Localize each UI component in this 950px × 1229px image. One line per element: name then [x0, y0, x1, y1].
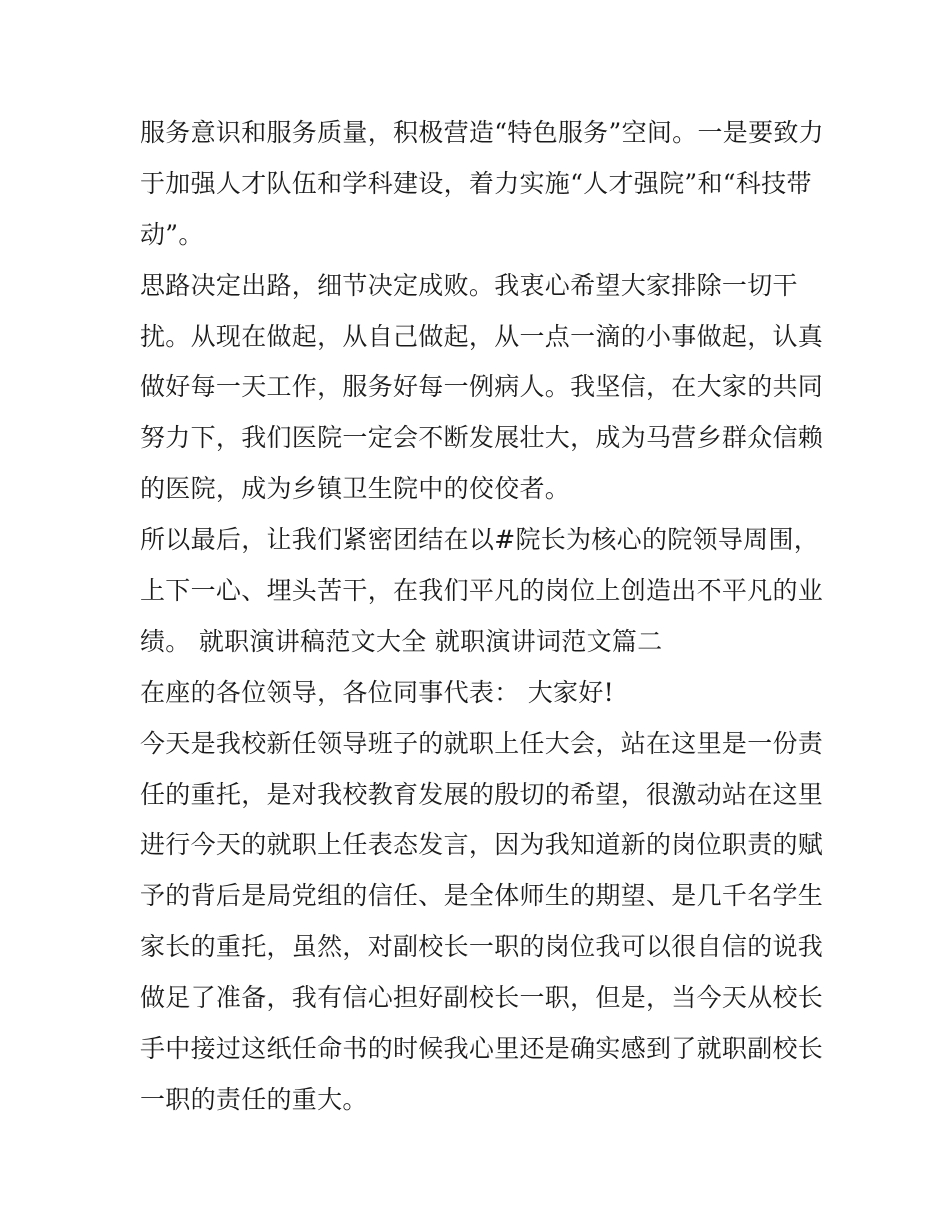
greeting-line: 在座的各位领导，各位同事代表： 大家好! [140, 677, 614, 707]
body-text [140, 108, 824, 1126]
text-line: 家长的重托，虽然，对副校长一职的岗位我可以很自信的说我 [140, 932, 824, 962]
text-line: 一职的责任的重大。 [140, 1084, 368, 1114]
text-line: 服务意识和服务质量，积极营造“特色服务”空间。一是要致力 [140, 118, 824, 147]
section-heading-line: 绩。 就职演讲稿范文大全 就职演讲词范文篇二 [140, 626, 663, 656]
text-line: 努力下，我们医院一定会不断发展壮大，成为马营乡群众信赖 [140, 423, 824, 453]
text-line: 做足了准备，我有信心担好副校长一职，但是，当今天从校长 [140, 983, 824, 1013]
text-line: 手中接过这纸任命书的时候我心里还是确实感到了就职副校长 [140, 1034, 824, 1064]
text-line: 于加强人才队伍和学科建设，着力实施“人才强院”和“科技带 [140, 168, 812, 198]
text-line: 今天是我校新任领导班子的就职上任大会，站在这里是一份责 [140, 728, 824, 758]
text-line: 动”。 [140, 219, 204, 249]
text-line: 任的重托，是对我校教育发展的殷切的希望，很激动站在这里 [140, 779, 824, 809]
text-line: 所以最后，让我们紧密团结在以#院长为核心的院领导周围， [140, 525, 820, 555]
text-line: 的医院，成为乡镇卫生院中的佼佼者。 [140, 474, 571, 504]
text-line: 进行今天的就职上任表态发言，因为我知道新的岗位职责的赋 [140, 830, 824, 860]
text-line: 扰。从现在做起，从自己做起，从一点一滴的小事做起，认真 [140, 321, 824, 351]
text-line: 思路决定出路，细节决定成败。我衷心希望大家排除一切干 [140, 270, 798, 300]
text-line: 做好每一天工作，服务好每一例病人。我坚信，在大家的共同 [140, 372, 824, 402]
text-line: 上下一心、埋头苦干，在我们平凡的岗位上创造出不平凡的业 [140, 576, 824, 606]
text-line: 予的背后是局党组的信任、是全体师生的期望、是几千名学生 [140, 881, 824, 911]
